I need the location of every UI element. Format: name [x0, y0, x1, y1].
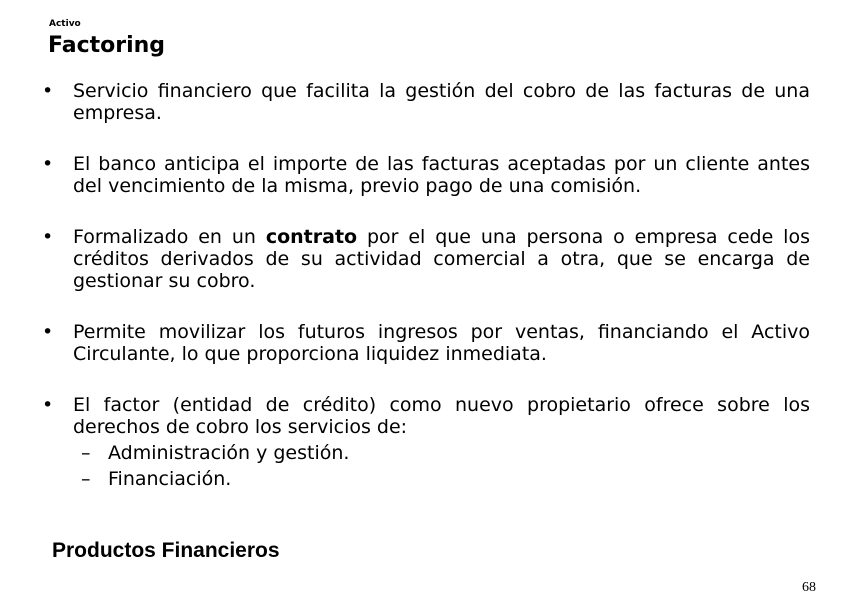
- section-heading: Productos Financieros: [52, 539, 280, 562]
- page-title: Factoring: [48, 33, 166, 58]
- bullet-item-movilizar: [40, 321, 810, 365]
- sub-item-administracion: – Administración y gestión.: [73, 440, 810, 466]
- sub-item-financiacion: – Financiación.: [73, 466, 810, 492]
- bullet-item-banco: [40, 153, 810, 197]
- bullet-text: El factor (entidad de crédito) como nuevo propietario ofrece sobre los derechos de cobro los servicios de:: [73, 394, 810, 438]
- bullet-text-after: por el que una persona o empresa cede los créditos derivados de su actividad comercial a otra, que se encarga de gestionar su cobro.: [73, 226, 810, 292]
- bullet-text: El banco anticipa el importe de las facturas aceptadas por un cliente antes del vencimiento de la misma, previo pago de una comisión.: [73, 153, 810, 197]
- sub-list: [73, 440, 810, 492]
- bullet-text: Permite movilizar los futuros ingresos por ventas, financiando el Activo Circulante, lo que proporciona liquidez inmediata.: [73, 321, 810, 365]
- bullet-text: Servicio financiero que facilita la gestión del cobro de las facturas de una empresa.: [73, 80, 810, 124]
- bullet-item-contrato: [40, 226, 810, 292]
- section-kicker: Activo: [49, 19, 81, 29]
- page-number: 68: [802, 580, 816, 595]
- bullet-text-bold: contrato: [265, 226, 358, 248]
- bullet-item-servicio: [40, 80, 810, 124]
- bullet-item-factor: [40, 394, 810, 492]
- bullet-text-before: Formalizado en un: [73, 226, 266, 248]
- bullet-list: [40, 80, 810, 492]
